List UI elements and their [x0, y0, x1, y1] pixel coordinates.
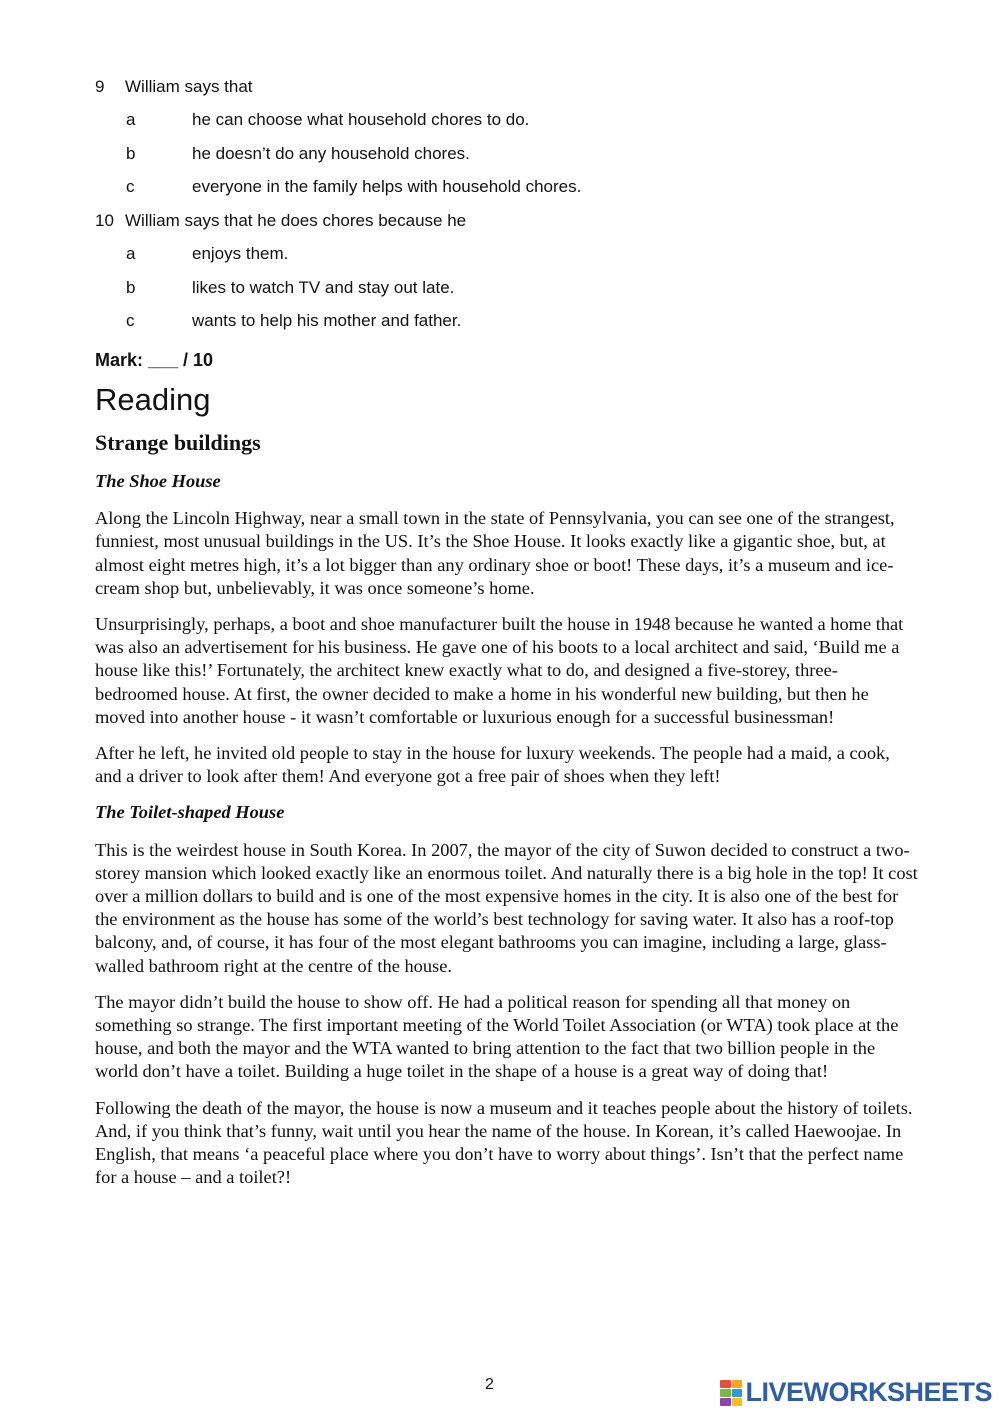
- question-number: 9: [95, 76, 105, 96]
- option-letter: b: [126, 277, 136, 297]
- option-10c[interactable]: [95, 305, 955, 339]
- questions-section: [95, 70, 955, 338]
- option-10b[interactable]: [95, 271, 955, 305]
- option-text: wants to help his mother and father.: [192, 311, 462, 331]
- logo-grid-icon: [720, 1380, 742, 1406]
- logo-square: [732, 1389, 743, 1397]
- logo-square: [732, 1380, 743, 1388]
- option-letter: c: [126, 177, 135, 197]
- option-text: likes to watch TV and stay out late.: [192, 277, 455, 297]
- option-9b[interactable]: [95, 137, 955, 171]
- question-stem: William says that he does chores because he: [125, 210, 467, 230]
- option-text: he can choose what household chores to do.: [192, 110, 530, 130]
- option-text: he doesn’t do any household chores.: [192, 143, 470, 163]
- question-stem: William says that: [125, 76, 253, 96]
- logo-square: [732, 1398, 743, 1406]
- paragraph: Unsurprisingly, perhaps, a boot and shoe manufacturer built the house in 1948 because he wanted a home that was also an advertisement for his business. He gave one of his boots to a local architect and said, ‘Build me a house like this!’ Fortunately, the architect knew exactly what to do, and designed a five-storey, three-bedroomed house. At first, the owner decided to make a home in his wonderful new building, but then he moved into another house - it wasn’t comfortable or luxurious enough for a successful businessman!: [95, 614, 904, 727]
- paragraph: This is the weirdest house in South Korea. In 2007, the mayor of the city of Suwon decided to construct a two-storey mansion which looked exactly like an enormous toilet. And naturally there is a big hole in the top! It cost over a million dollars to build and is one of the most expensive homes in the city. It is also one of the best for the environment as the house has some of the world’s best technology for saving water. It also has a roof-top balcony, and, of course, it has four of the most elegant bathrooms you can imagine, including a large, glass-walled bathroom right at the centre of the house.: [95, 839, 918, 976]
- paragraph: Along the Lincoln Highway, near a small town in the state of Pennsylvania, you can see one of the strangest, funniest, most unusual buildings in the US. It’s the Shoe House. It looks exactly like a gigantic shoe, but, at almost eight metres high, it’s a lot bigger than any ordinary shoe or boot! These days, it’s a museum and ice-cream shop but, unbelievably, it was once someone’s home.: [95, 508, 895, 598]
- question-10: [95, 204, 955, 238]
- option-10a[interactable]: [95, 238, 955, 272]
- liveworksheets-logo[interactable]: [720, 1377, 992, 1408]
- paragraph: After he left, he invited old people to stay in the house for luxury weekends. The people had a maid, a cook, and a driver to look after them! And everyone got a free pair of shoes when they left!: [95, 743, 890, 787]
- subtitle-shoe-house: The Shoe House: [95, 471, 221, 491]
- page-number: 2: [485, 1376, 494, 1393]
- paragraph: Following the death of the mayor, the house is now a museum and it teaches people about the history of toilets. And, if you think that’s funny, wait until you hear the name of the house. In Korean, it’s called Haewoojae. In English, that means ‘a peaceful place where you don’t have to worry about things’. Isn’t that the perfect name for a house – and a toilet?!: [95, 1097, 913, 1188]
- option-9a[interactable]: [95, 104, 955, 138]
- option-letter: a: [126, 244, 136, 264]
- logo-text: LIVEWORKSHEETS: [745, 1377, 992, 1407]
- article-title: Strange buildings: [95, 430, 261, 455]
- article-body: [95, 470, 920, 1202]
- question-9: [95, 70, 955, 104]
- option-letter: b: [126, 143, 136, 163]
- mark-label: Mark: ___ / 10: [95, 350, 214, 370]
- section-title: Reading: [95, 382, 211, 417]
- logo-square: [720, 1398, 731, 1406]
- logo-square: [720, 1389, 731, 1397]
- option-letter: a: [126, 110, 136, 130]
- option-9c[interactable]: [95, 171, 955, 205]
- question-number: 10: [95, 210, 114, 230]
- option-letter: c: [126, 311, 135, 331]
- logo-square: [720, 1380, 731, 1388]
- option-text: everyone in the family helps with household chores.: [192, 177, 582, 197]
- subtitle-toilet-house: The Toilet-shaped House: [95, 802, 285, 823]
- option-text: enjoys them.: [192, 244, 289, 264]
- paragraph: The mayor didn’t build the house to show off. He had a political reason for spending all that money on something so strange. The first important meeting of the World Toilet Association (or WTA) took place at the house, and both the mayor and the WTA wanted to bring attention to the fact that two billion people in the world don’t have a toilet. Building a huge toilet in the shape of a house is a great way of doing that!: [95, 991, 899, 1082]
